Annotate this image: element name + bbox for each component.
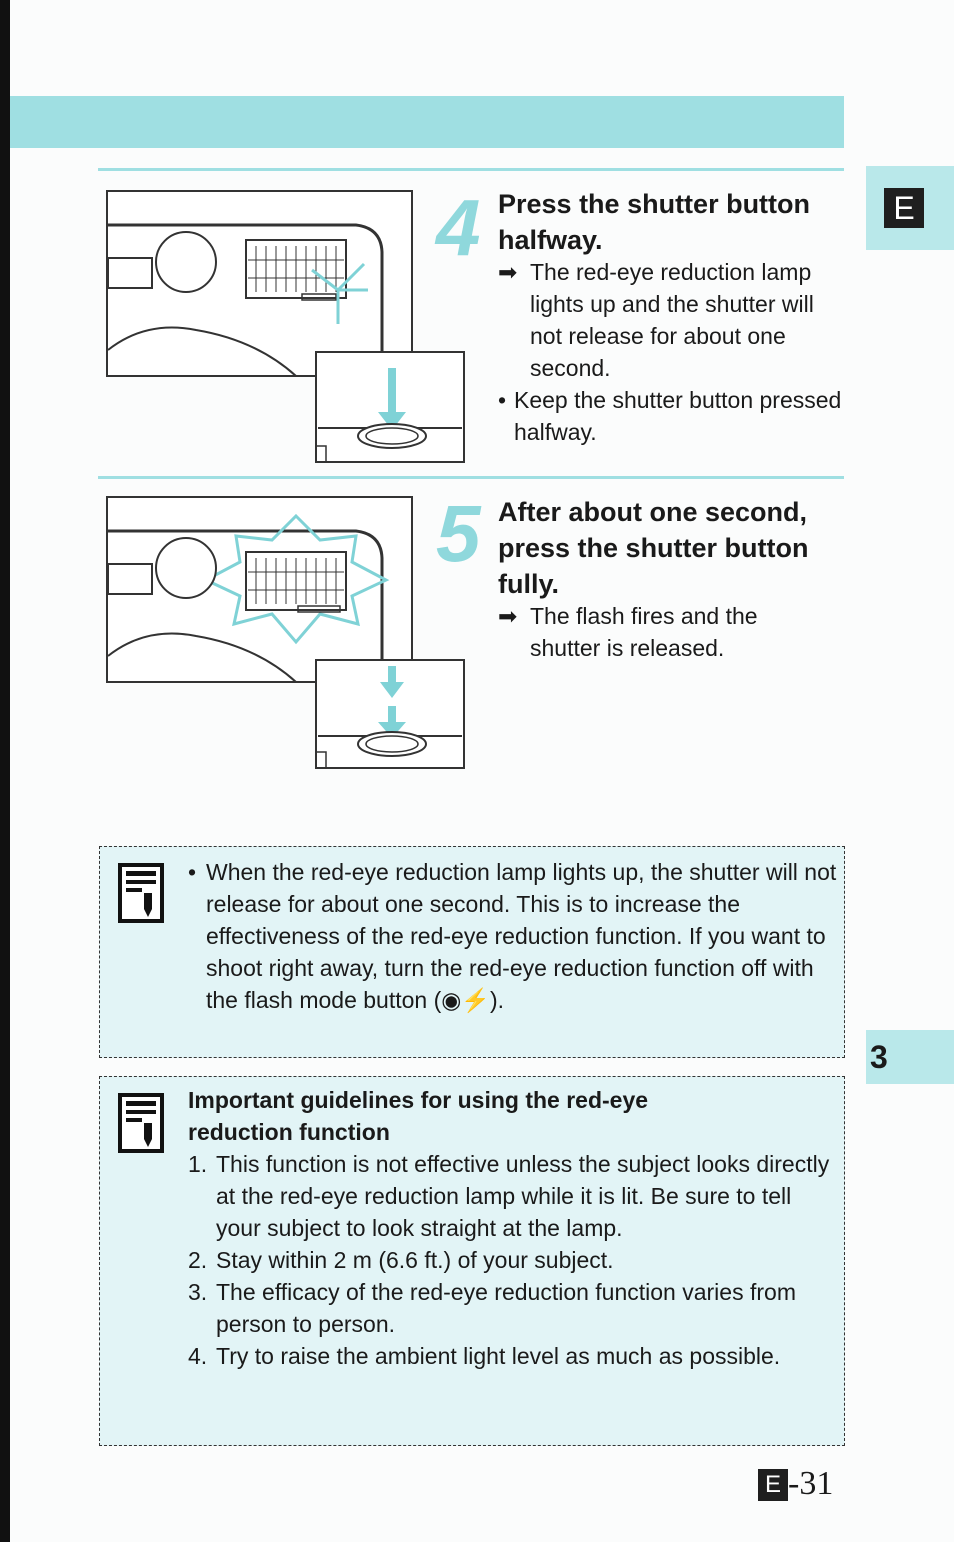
page-edge (0, 0, 10, 1542)
note-1-text (188, 856, 838, 1016)
chapter-tab: 3 (866, 1030, 954, 1084)
step-4-result (498, 256, 843, 384)
step-4-result-text: The red-eye reduction lamp lights up and the shutter will not release for about one second. (530, 259, 814, 381)
section-tab-e (866, 166, 954, 250)
step-4-tip-text: Keep the shutter button pressed halfway. (514, 387, 842, 445)
section-letter: E (884, 188, 924, 228)
arrow-icon: ➡ (498, 259, 518, 285)
step-4-tip (498, 384, 843, 448)
page-number-text: -31 (788, 1465, 834, 1502)
camera-half-press-illustration (106, 190, 466, 464)
page-section-letter: E (758, 1469, 788, 1501)
bullet-icon: • (188, 859, 197, 885)
memo-icon (118, 1093, 164, 1153)
note-1-bullet (188, 856, 838, 1016)
note-2-text (188, 1084, 838, 1372)
step-5-body (498, 600, 808, 664)
header-band (10, 96, 844, 148)
arrow-icon: ➡ (498, 603, 518, 629)
divider-top (98, 168, 844, 171)
note-2-title: Important guidelines for using the red-eye reduction function (188, 1087, 649, 1145)
divider-middle (98, 476, 844, 479)
note-1-body: When the red-eye reduction lamp lights up, the shutter will not release for about one second. This is to increase the effectiveness of the red-eye reduction function. If you want to shoot right away, turn the red-eye reduction function off with the flash mode button (◉⚡). (206, 859, 837, 1013)
list-item: 2. Stay within 2 m (6.6 ft.) of your subject. (188, 1247, 614, 1273)
step-5-number: 5 (436, 489, 481, 578)
step-4-title: Press the shutter button halfway. (498, 189, 811, 255)
step-4-body (498, 256, 843, 448)
step-5-title: After about one second, press the shutter button fully. (498, 497, 809, 599)
bullet-icon: • (498, 387, 507, 413)
list-item: 4. Try to raise the ambient light level as much as possible. (188, 1343, 781, 1369)
step-5-result-text: The flash fires and the shutter is released. (530, 603, 758, 661)
step-5-result (498, 600, 808, 664)
guideline-list (188, 1148, 838, 1372)
step-4-number: 4 (436, 183, 481, 272)
list-item: 1. This function is not effective unless the subject looks directly at the red-eye reduction lamp while it is lit. Be sure to tell your subject to look straight at the lamp. (188, 1151, 830, 1241)
page-number (758, 1466, 833, 1502)
camera-full-press-illustration (106, 496, 466, 770)
memo-icon (118, 863, 164, 923)
list-item: 3. The efficacy of the red-eye reduction function varies from person to person. (188, 1279, 796, 1337)
